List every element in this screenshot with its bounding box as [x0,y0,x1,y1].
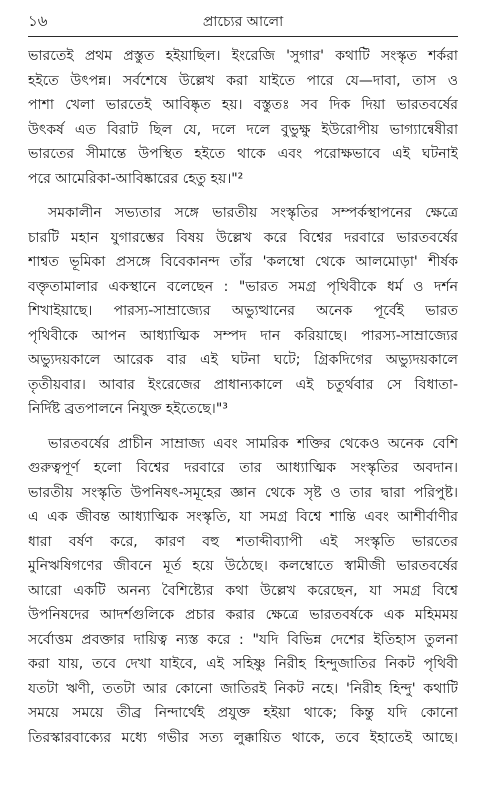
text-line: ধারা বর্ষণ করে, কারণ বহু শতাব্দীব্যাপী এই সংস্কৃতি ভারতের [28,533,458,550]
text-line: ভারতেই প্রথম প্রস্তুত হইয়াছিল। ইংরেজি 'সুগার' কথাটি সংস্কৃত শর্করা [28,48,458,64]
page-header [28,8,458,37]
text-line: শিখাইয়াছে। পারস্য-সাম্রাজ্যের অভ্যুত্থানের অনেক পূর্বেই ভারত [28,303,458,319]
text-line: করা যায়, তবে দেখা যাইবে, এই সহিষ্ণু নিরীহ হিন্দুজাতির নিকট পৃথিবী [28,656,458,672]
text-line: ভারতের সীমান্তে উপস্থিত হইতে থাকে এবং পরোক্ষভাবে এই ঘটনাই [28,146,458,162]
text-line: তিরস্কারবাক্যের মধ্যে গভীর সত্য লুক্কায়িত থাকে, তবে ইহাতেই আছে। [28,729,458,746]
text-line: উৎকর্ষ এত বিরাট ছিল যে, দলে দলে বুভুক্ষু ইউরোপীয় ভাগ্যান্বেষীরা [28,121,458,138]
text-line: পরে আমেরিকা-আবিষ্কারের হেতু হয়।"² [28,170,244,187]
text-line: পাশা খেলা ভারতেই আবিষ্কৃত হয়। বস্তুতঃ সব দিক দিয়া ভারতবর্ষের [28,97,458,113]
text-line: সময়ে সময়ে তীব্র নিন্দার্থেই প্রযুক্ত হইয়া থাকে; কিন্তু যদি কোনো [28,705,458,721]
text-line: ভারতবর্ষের প্রাচীন সাম্রাজ্য এবং সামরিক শক্তির থেকেও অনেক বেশি [48,435,458,452]
text-line: হইতে উৎপন্ন। সর্বশেষে উল্লেখ করা যাইতে পারে যে—দাবা, তাস ও [28,72,458,89]
paragraph [28,44,458,191]
text-line: চারটি মহান যুগারম্ভের বিষয় উল্লেখ করে বিশ্বের দরবারে ভারতবর্ষের [28,229,458,246]
text-line: বক্তৃতামালার একস্থানে বলেছেন : "ভারত সমগ্র পৃথিবীকে ধর্ম ও দর্শন [28,278,458,295]
text-line: তৃতীয়বার। আবার ইংরেজের প্রাধান্যকালে এই চতুর্থবার সে বিধাতা- [28,376,458,393]
page-number: ১৬ [28,12,48,30]
text-line: পৃথিবীকে আপন আধ্যাত্মিক সম্পদ দান করিয়াছে। পারস্য-সাম্রাজ্যের [28,327,458,344]
text-line: যতটা ঋণী, ততটা আর কোনো জাতিরই নিকট নহে। 'নিরীহ হিন্দু' কথাটি [28,680,458,697]
text-line: শাশ্বত ভূমিকা প্রসঙ্গে বিবেকানন্দ তাঁর 'কলম্বো থেকে আলমোড়া' শীর্ষক [28,254,458,270]
body-text [28,44,458,760]
text-line: নির্দিষ্ট ব্রতপালনে নিযুক্ত হইতেছে।"³ [28,401,228,417]
text-line: ভারতীয় সংস্কৃতি উপনিষৎ-সমূহের জ্ঞান থেকে সৃষ্ট ও তার দ্বারা পরিপুষ্ট। [28,484,458,501]
paragraph [28,432,458,751]
running-title: প্রাচ্যের আলো [202,14,284,30]
text-line: অভ্যুদয়কালে আরেক বার এই ঘটনা ঘটে; গ্রিকদিগের অভ্যুদয়কালে [28,352,458,368]
text-line: আরো একটি অনন্য বৈশিষ্ট্যের কথা উল্লেখ করেছেন, যা সমগ্র বিশ্বে [28,582,458,599]
text-line: সমকালীন সভ্যতার সঙ্গে ভারতীয় সংস্কৃতির সম্পর্কস্থাপনের ক্ষেত্রে [48,205,458,221]
text-line: মুনিঋষিগণের জীবনে মূর্ত হয়ে উঠেছে। কলম্বোতে স্বামীজী ভারতবর্ষের [28,558,458,574]
paragraph [28,201,458,422]
text-line: সর্বোত্তম প্রবক্তার দায়িত্ব ন্যস্ত করে : "যদি বিভিন্ন দেশের ইতিহাস তুলনা [28,631,458,648]
text-line: উপনিষদের আদর্শগুলিকে প্রচার করার ক্ষেত্রে ভারতবর্ষকে এক মহিমময় [28,607,458,623]
text-line: এ এক জীবন্ত আধ্যাত্মিক সংস্কৃতি, যা সমগ্র বিশ্বে শান্তি এবং আশীর্বাণীর [28,509,458,525]
text-line: গুরুত্বপূর্ণ হলো বিশ্বের দরবারে তার আধ্যাত্মিক সংস্কৃতির অবদান। [28,460,458,476]
